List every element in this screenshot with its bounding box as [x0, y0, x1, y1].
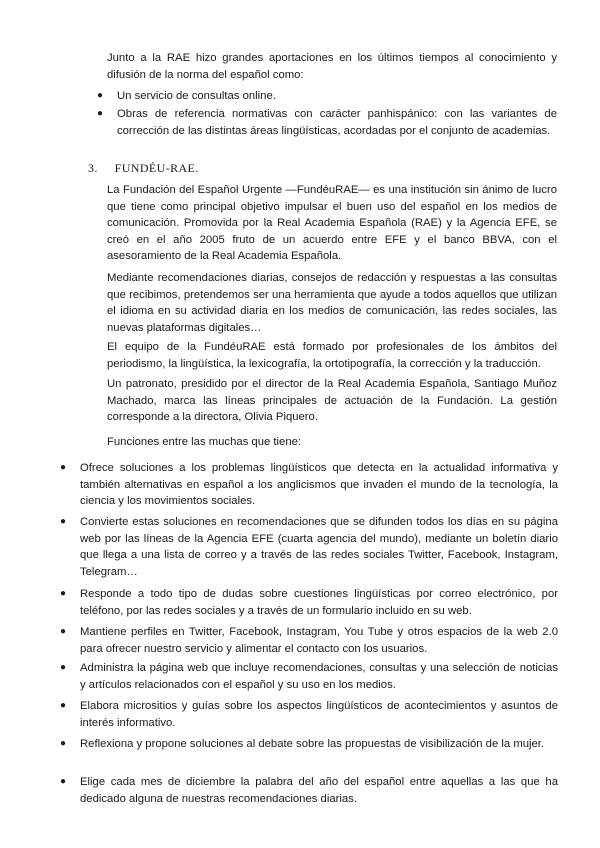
- bullet-icon: ●: [60, 662, 67, 673]
- function-item: Mantiene perfiles en Twitter, Facebook, Instagram, You Tube y otros espacios de la web 2.0 para ofrecer nuestro servicio y alimentar el contacto con los usuarios.: [80, 626, 558, 655]
- intro-bullet-item: Obras de referencia normativas con carácter panhispánico: con las variantes de corrección de las distintas áreas lingüísticas, acordadas por el conjunto de academias.: [117, 108, 557, 137]
- bullet-icon: ●: [60, 776, 67, 787]
- bullet-icon: ●: [60, 700, 67, 711]
- section-number: 3.: [88, 161, 98, 175]
- paragraph: Mediante recomendaciones diarias, consejos de redacción y respuestas a las consultas que recibimos, pretendemos ser una herramienta que ayude a todos aquellos que utilizan el idioma en su actividad diaria en los medios de comunicación, las redes sociales, las nuevas plataformas digitales…: [107, 272, 557, 334]
- function-item: Elabora micrositios y guías sobre los aspectos lingüísticos de acontecimientos y asuntos de interés informativo.: [80, 700, 558, 729]
- section-title: FUNDÉU-RAE.: [114, 161, 199, 175]
- bullet-icon: ●: [97, 108, 104, 119]
- function-item: Elige cada mes de diciembre la palabra del año del español entre aquellas a las que ha dedicado alguna de nuestras recomendaciones diarias.: [80, 776, 558, 805]
- bullet-icon: ●: [60, 462, 67, 473]
- function-item: Convierte estas soluciones en recomendaciones que se difunden todos los días en su página web por las líneas de la Agencia EFE (cuarta agencia del mundo), mediante un boletín diario que llega a una lista de correo y a través de las redes sociales Twitter, Facebook, Instagram, Telegram…: [80, 516, 558, 578]
- paragraph: Funciones entre las muchas que tiene:: [107, 436, 302, 448]
- intro-paragraph: Junto a la RAE hizo grandes aportaciones en los últimos tiempos al conocimiento y difusión de la norma del español como:: [107, 52, 557, 81]
- paragraph: Un patronato, presidido por el director de la Real Academia Española, Santiago Muñoz Machado, marca las líneas principales de actuación de la Fundación. La gestión corresponde a la directora, Olivia Piquero.: [107, 378, 557, 424]
- section-heading: [88, 160, 199, 176]
- bullet-icon: ●: [60, 738, 67, 749]
- bullet-icon: ●: [97, 90, 104, 101]
- intro-bullet-item: Un servicio de consultas online.: [117, 90, 276, 102]
- bullet-icon: ●: [60, 626, 67, 637]
- paragraph: La Fundación del Español Urgente —FundéuRAE— es una institución sin ánimo de lucro que tiene como principal objetivo impulsar el buen uso del español en los medios de comunicación. Promovida por la Real Academia Española (RAE) y la Agencia EFE, se creó en el año 2005 fruto de un acuerdo entre EFE y el banco BBVA, con el asesoramiento de la Real Academia Española.: [107, 184, 557, 263]
- function-item: Reflexiona y propone soluciones al debate sobre las propuestas de visibilización de la mujer.: [80, 738, 545, 750]
- bullet-icon: ●: [60, 516, 67, 527]
- bullet-icon: ●: [60, 588, 67, 599]
- paragraph: El equipo de la FundéuRAE está formado por profesionales de los ámbitos del periodismo, la lingüística, la lexicografía, la ortotipografía, la corrección y la traducción.: [107, 341, 557, 370]
- function-item: Ofrece soluciones a los problemas lingüísticos que detecta en la actualidad informativa y también alternativas en español a los anglicismos que invaden el mundo de la tecnología, la ciencia y los movimientos sociales.: [80, 462, 558, 508]
- function-item: Responde a todo tipo de dudas sobre cuestiones lingüísticas por correo electrónico, por teléfono, por las redes sociales y a través de un formulario incluido en su web.: [80, 588, 558, 617]
- function-item: Administra la página web que incluye recomendaciones, consultas y una selección de noticias y artículos relacionados con el español y su uso en los medios.: [80, 662, 558, 691]
